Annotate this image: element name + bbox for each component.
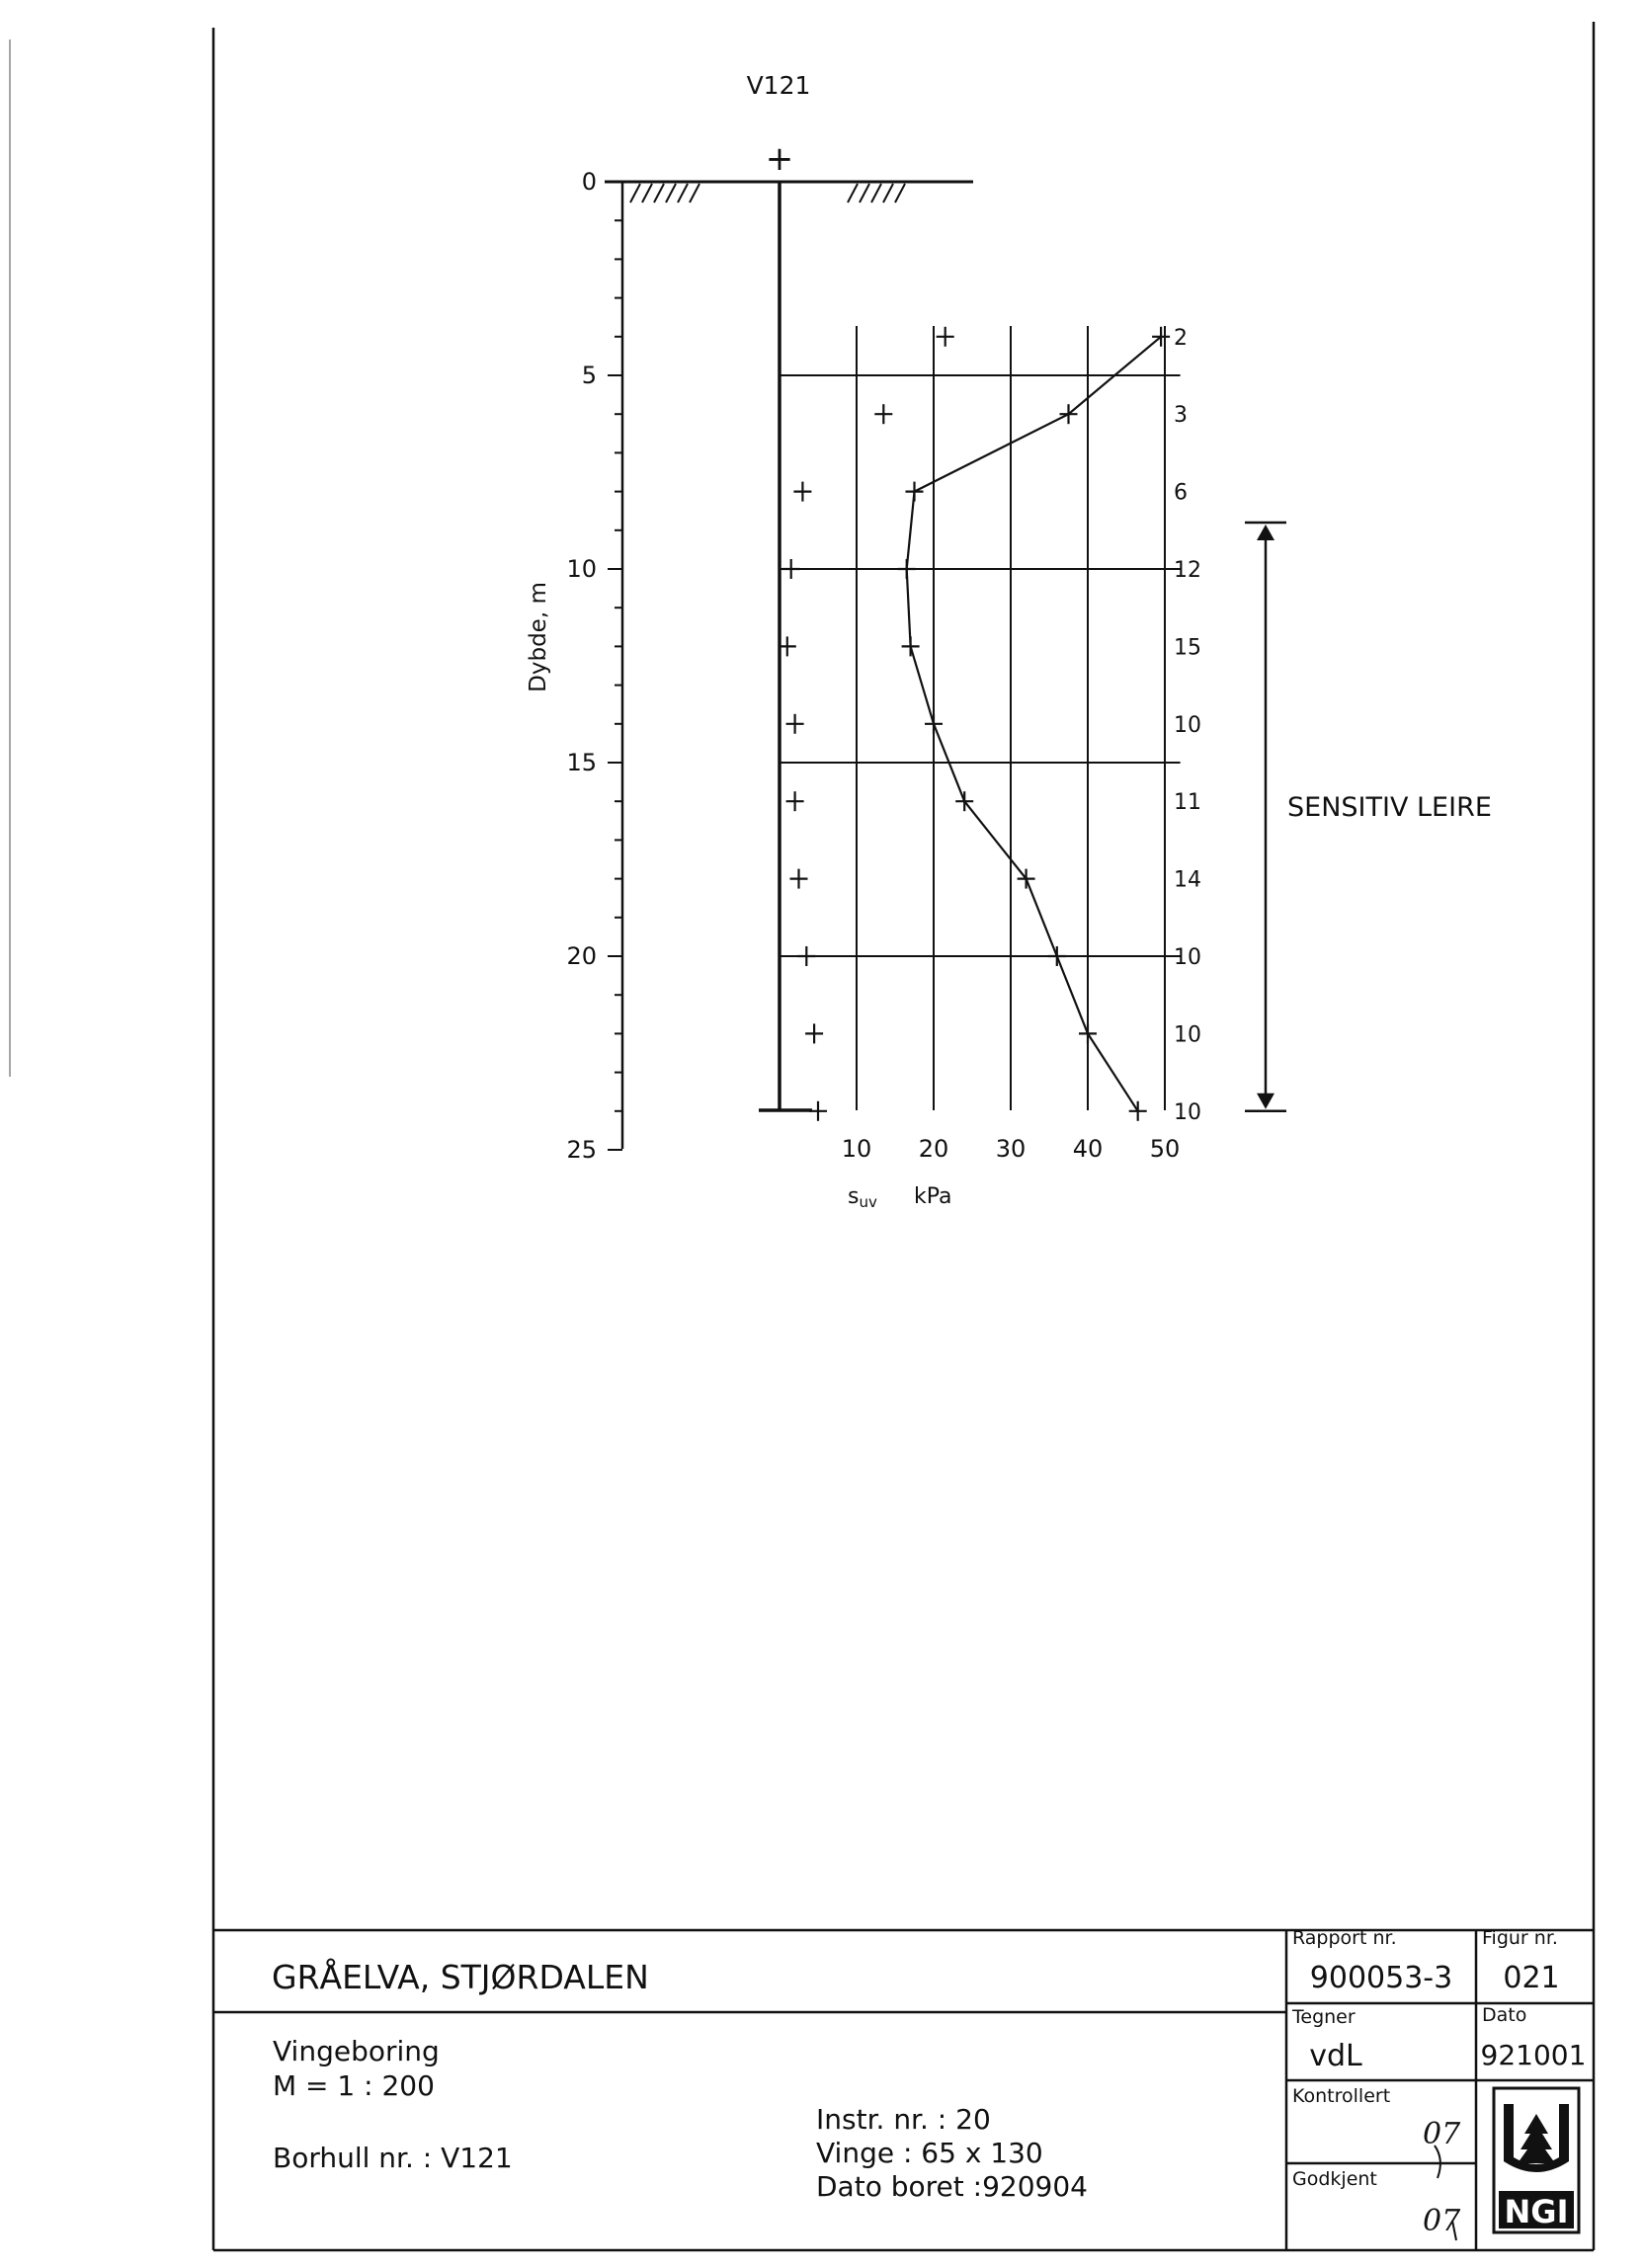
- data-series: [779, 326, 1201, 1125]
- report-number-value: 900053-3: [1309, 1961, 1453, 1995]
- depth-tick-label: 0: [581, 168, 597, 196]
- remoulded-point: [797, 946, 815, 966]
- sensitive-clay-range-arrow: [1245, 523, 1286, 1111]
- suv-tick-label: 10: [841, 1135, 872, 1163]
- borehole-label: V121: [746, 71, 811, 100]
- drawn-by-label: Tegner: [1292, 2006, 1356, 2028]
- borehole-number: Borhull nr. : V121: [273, 2142, 513, 2174]
- suv-axis-ticks: [842, 1135, 1181, 1163]
- depth-axis-label: Dybde, m: [526, 582, 551, 692]
- remoulded-point: [809, 1101, 827, 1121]
- undisturbed-point: [906, 482, 924, 502]
- sensitivity-label: 10: [1174, 1099, 1201, 1125]
- remoulded-point: [793, 482, 811, 502]
- depth-tick-label: 10: [566, 555, 597, 583]
- arrow-head-down: [1257, 1094, 1274, 1109]
- depth-tick-label: 25: [566, 1136, 597, 1164]
- undisturbed-strength-line: [907, 337, 1161, 1111]
- description-line-1: Vingeboring: [273, 2035, 440, 2067]
- remoulded-point: [786, 714, 804, 734]
- checked-by-signature: 07: [1423, 2117, 1461, 2151]
- sensitivity-label: 12: [1174, 558, 1201, 583]
- remoulded-point: [782, 559, 800, 579]
- vane-test-chart: [526, 71, 1492, 1211]
- title-block: [213, 1927, 1594, 2250]
- suv-axis-unit: kPa: [914, 1184, 952, 1209]
- sensitivity-label: 15: [1174, 635, 1201, 661]
- sensitivity-label: 2: [1174, 325, 1188, 351]
- sensitivity-label: 14: [1174, 867, 1201, 893]
- undisturbed-point: [1079, 1023, 1097, 1043]
- suv-tick-label: 30: [995, 1135, 1027, 1163]
- sensitivity-label: 10: [1174, 945, 1201, 970]
- ground-hatch-right: [848, 184, 905, 202]
- suv-axis-symbol: suv: [848, 1184, 877, 1211]
- approved-by-signature: 07: [1423, 2204, 1461, 2238]
- depth-tick-label: 5: [581, 362, 597, 389]
- undisturbed-point: [1048, 946, 1066, 966]
- undisturbed-point: [1152, 327, 1170, 347]
- figure-number-value: 021: [1503, 1961, 1560, 1995]
- sensitivity-label: 3: [1174, 403, 1188, 429]
- suv-tick-label: 50: [1149, 1135, 1181, 1163]
- logo-text: NGI: [1504, 2193, 1569, 2230]
- remoulded-point: [874, 404, 892, 424]
- undisturbed-point: [925, 714, 943, 734]
- ground-plus-mark: +: [765, 139, 794, 179]
- instrument-number: Instr. nr. : 20: [816, 2103, 991, 2136]
- suv-tick-label: 40: [1072, 1135, 1104, 1163]
- remoulded-point: [805, 1023, 823, 1043]
- figure-number-label: Figur nr.: [1482, 1927, 1558, 1949]
- sensitivity-label: 11: [1174, 790, 1201, 816]
- sensitive-clay-annotation: SENSITIV LEIRE: [1287, 792, 1492, 823]
- sensitivity-label: 10: [1174, 712, 1201, 738]
- date-value: 921001: [1480, 2039, 1587, 2071]
- remoulded-point: [790, 869, 808, 889]
- date-drilled: Dato boret :920904: [816, 2170, 1088, 2203]
- ground-hatch-left: [630, 184, 699, 202]
- vane-size: Vinge : 65 x 130: [816, 2137, 1043, 2169]
- project-title: GRÅELVA, STJØRDALEN: [272, 1958, 649, 1996]
- report-number-label: Rapport nr.: [1292, 1927, 1397, 1949]
- sensitivity-label: 6: [1174, 480, 1188, 506]
- undisturbed-point: [1129, 1101, 1147, 1121]
- depth-axis-ticks: [566, 168, 622, 1164]
- checked-by-label: Kontrollert: [1292, 2085, 1391, 2107]
- undisturbed-point: [898, 559, 916, 579]
- undisturbed-point: [902, 636, 920, 656]
- suv-tick-label: 20: [918, 1135, 949, 1163]
- approved-by-label: Godkjent: [1292, 2168, 1377, 2190]
- depth-tick-label: 15: [566, 749, 597, 776]
- depth-tick-label: 20: [566, 942, 597, 970]
- sensitivity-label: 10: [1174, 1022, 1201, 1048]
- undisturbed-point: [1060, 404, 1078, 424]
- remoulded-point: [786, 791, 804, 811]
- remoulded-point: [937, 327, 954, 347]
- arrow-head-up: [1257, 525, 1274, 540]
- drawn-by-value: vdL: [1309, 2039, 1362, 2073]
- plot-grid: [780, 326, 1181, 1110]
- date-label: Dato: [1482, 2004, 1527, 2026]
- ngi-logo: [1494, 2088, 1579, 2232]
- description-line-2: M = 1 : 200: [273, 2069, 435, 2102]
